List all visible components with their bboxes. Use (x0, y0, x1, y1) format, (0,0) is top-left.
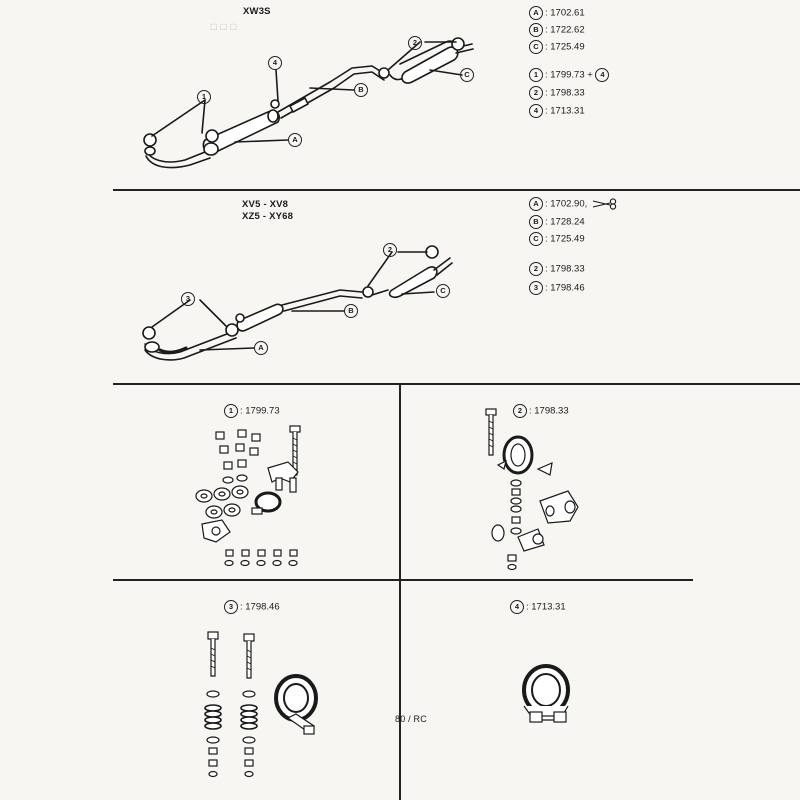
callout-a (288, 133, 304, 147)
exhaust-diagram-xv5 (0, 190, 800, 390)
ref-value: : 1702.90, (545, 198, 588, 210)
exhaust-diagram-xw3s (0, 0, 800, 190)
plus-sign: + (587, 69, 593, 81)
ref-value: : 1725.49 (545, 233, 585, 245)
bleed-text: ▢ ▢ ▢ (210, 22, 238, 31)
callout-circle: 3 (181, 292, 195, 306)
divider-vertical (399, 383, 401, 800)
ref-value: : 1702.61 (545, 7, 585, 19)
ref-circle: 4 (529, 104, 543, 118)
ref-value: : 1722.62 (545, 24, 585, 36)
ref-circle: A (529, 6, 543, 20)
callout-2 (383, 243, 399, 257)
section1-model: XW3S (243, 6, 271, 17)
callout-4 (268, 56, 284, 70)
ref-circle: 1 (529, 68, 543, 82)
ref-circle: 4 (510, 600, 524, 614)
ref-value: : 1799.73 (240, 405, 280, 417)
divider-3 (113, 579, 693, 581)
callout-b (344, 304, 360, 318)
callout-circle: 1 (197, 90, 211, 104)
ref-value: : 1798.46 (545, 282, 585, 294)
ref-circle: 3 (529, 281, 543, 295)
callout-circle: 2 (408, 36, 422, 50)
ref-circle: 2 (513, 404, 527, 418)
callout-b (354, 83, 370, 97)
ref-value: : 1713.31 (545, 105, 585, 117)
kit-1798-33-drawing (478, 405, 588, 575)
callout-2 (408, 36, 424, 50)
callout-1 (197, 90, 213, 104)
ref-value: : 1728.24 (545, 216, 585, 228)
ref-value: : 1798.33 (529, 405, 569, 417)
callout-circle: 4 (268, 56, 282, 70)
callout-circle: C (460, 68, 474, 82)
ref-value: : 1798.33 (545, 263, 585, 275)
ref-circle: B (529, 215, 543, 229)
callout-circle: A (288, 133, 302, 147)
ref-circle: 2 (529, 262, 543, 276)
ref-circle: 1 (224, 404, 238, 418)
nut-group (216, 430, 260, 483)
callout-circle: C (436, 284, 450, 298)
ref-value: : 1725.49 (545, 41, 585, 53)
callout-3 (181, 292, 197, 306)
callout-a (254, 341, 270, 355)
kit-1798-46-drawing (196, 622, 336, 792)
callout-circle: B (344, 304, 358, 318)
kit-header-3 (224, 600, 280, 614)
callout-circle: 2 (383, 243, 397, 257)
ref-circle: A (529, 197, 543, 211)
callout-circle: A (254, 341, 268, 355)
ref-value: : 1713.31 (526, 601, 566, 613)
ref-value: : 1798.33 (545, 87, 585, 99)
section2-model-line1: XV5 - XV8 (242, 199, 289, 210)
kit-header-4 (510, 600, 566, 614)
kit-1713-31-drawing (510, 654, 590, 744)
callout-c (460, 68, 476, 82)
ref-circle: 3 (224, 600, 238, 614)
section2-model-line2: XZ5 - XY68 (242, 211, 294, 222)
page-mark: 80 / RC (395, 714, 427, 724)
ref-circle: 4 (595, 68, 609, 82)
ref-value: : 1798.46 (240, 601, 280, 613)
callout-c (436, 284, 452, 298)
ref-circle: 2 (529, 86, 543, 100)
callout-circle: B (354, 83, 368, 97)
kit-header-1 (224, 404, 280, 418)
kit-1799-73-drawing (190, 420, 320, 570)
ref-circle: C (529, 232, 543, 246)
ref-circle: B (529, 23, 543, 37)
ref-value: : 1799.73 (545, 69, 585, 81)
ref-circle: C (529, 40, 543, 54)
